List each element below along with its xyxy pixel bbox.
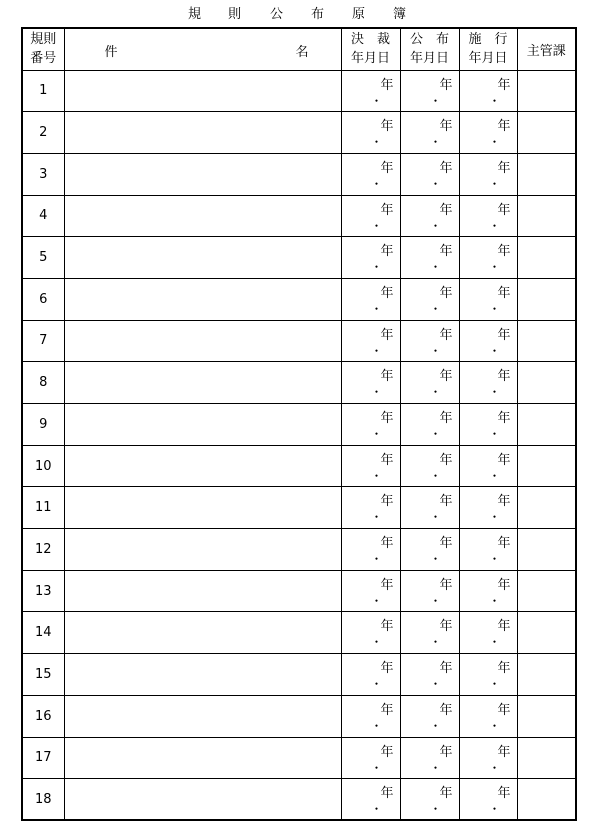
title-char-5: 原 [352,7,366,22]
date-separator-dot: ・ [370,176,383,191]
department-cell[interactable] [517,487,576,529]
year-mark: 年 [380,536,394,552]
enforcement-date-cell[interactable] [459,779,517,821]
year-mark: 年 [497,661,511,677]
table-row [22,570,576,612]
department-cell[interactable] [517,654,576,696]
date-separator-dot: ・ [488,260,501,275]
promulgation-date-cell[interactable] [400,654,459,696]
year-mark: 年 [439,285,453,301]
date-separator-dot: ・ [370,343,383,358]
decision-date-cell[interactable] [341,737,400,779]
year-mark: 年 [439,202,453,218]
header-subject-right: 名 [295,45,309,60]
title-char-4: 布 [311,7,325,22]
year-mark: 年 [497,119,511,135]
department-cell[interactable] [517,237,576,279]
department-cell[interactable] [517,737,576,779]
year-mark: 年 [497,411,511,426]
year-mark: 年 [497,786,511,802]
title-char-2: 則 [228,7,242,22]
header-department: 主管課 [517,28,576,70]
date-separator-dot: ・ [370,593,383,608]
date-separator-dot: ・ [429,176,442,191]
table-row [22,695,576,737]
promulgation-date-cell[interactable] [400,278,459,320]
year-mark: 年 [439,702,453,718]
date-separator-dot: ・ [429,635,442,650]
title-char-3: 公 [270,7,284,22]
date-separator-dot: ・ [370,510,383,525]
date-separator-dot: ・ [370,218,383,233]
department-cell[interactable] [517,404,576,446]
date-separator-dot: ・ [370,718,383,733]
decision-date-cell[interactable] [341,779,400,821]
date-separator-dot: ・ [488,552,501,567]
year-mark: 年 [497,202,511,218]
year-mark: 年 [380,619,394,635]
decision-date-cell[interactable] [341,487,400,529]
enforcement-date-cell[interactable] [459,195,517,237]
year-mark: 年 [439,160,453,176]
subject-cell[interactable] [64,612,341,654]
year-mark: 年 [380,702,394,718]
header-subject-left: 件 [104,45,118,60]
date-separator-dot: ・ [429,593,442,608]
year-mark: 年 [497,577,511,593]
promulgation-date-cell[interactable] [400,487,459,529]
year-mark: 年 [380,452,394,468]
promulgation-date-cell[interactable] [400,112,459,154]
subject-cell[interactable] [64,487,341,529]
date-separator-dot: ・ [370,468,383,483]
year-mark: 年 [380,244,394,260]
date-separator-dot: ・ [370,135,383,150]
rule-number-cell: 3 [22,153,64,195]
date-separator-dot: ・ [429,218,442,233]
table-row [22,445,576,487]
year-mark: 年 [380,786,394,802]
title-char-1: 規 [188,7,202,22]
date-separator-dot: ・ [370,93,383,108]
decision-date-cell[interactable] [341,654,400,696]
decision-date-cell[interactable] [341,404,400,446]
subject-cell[interactable] [64,737,341,779]
promulgation-date-cell[interactable] [400,153,459,195]
date-separator-dot: ・ [488,93,501,108]
promulgation-date-cell[interactable] [400,737,459,779]
date-separator-dot: ・ [488,176,501,191]
header-decision-date: 決 裁 年月日 [341,28,400,70]
rule-number-cell: 4 [22,195,64,237]
enforcement-date-cell[interactable] [459,529,517,571]
year-mark: 年 [439,661,453,677]
decision-date-cell[interactable] [341,237,400,279]
date-separator-dot: ・ [429,510,442,525]
header-enforcement-date: 施 行 年月日 [459,28,517,70]
promulgation-date-cell[interactable] [400,320,459,362]
year-mark: 年 [380,77,394,93]
decision-date-cell[interactable] [341,195,400,237]
enforcement-date-cell[interactable] [459,612,517,654]
date-separator-dot: ・ [370,802,383,817]
promulgation-date-cell[interactable] [400,362,459,404]
rule-number-cell: 10 [22,445,64,487]
enforcement-date-cell[interactable] [459,320,517,362]
decision-date-cell[interactable] [341,695,400,737]
table-row [22,195,576,237]
date-separator-dot: ・ [370,552,383,567]
date-separator-dot: ・ [488,718,501,733]
year-mark: 年 [439,244,453,260]
ledger-table [21,27,577,821]
date-separator-dot: ・ [429,301,442,316]
date-separator-dot: ・ [429,427,442,441]
year-mark: 年 [380,327,394,343]
subject-cell[interactable] [64,570,341,612]
year-mark: 年 [439,77,453,93]
year-mark: 年 [497,452,511,468]
rule-number-cell: 7 [22,320,64,362]
subject-cell[interactable] [64,404,341,446]
subject-cell[interactable] [64,112,341,154]
enforcement-date-cell[interactable] [459,695,517,737]
date-separator-dot: ・ [488,385,501,400]
date-separator-dot: ・ [429,260,442,275]
decision-date-cell[interactable] [341,70,400,112]
department-cell[interactable] [517,70,576,112]
year-mark: 年 [380,369,394,385]
rule-number-cell: 15 [22,654,64,696]
enforcement-date-cell[interactable] [459,362,517,404]
table-row [22,320,576,362]
department-cell[interactable] [517,320,576,362]
promulgation-date-cell[interactable] [400,779,459,821]
decision-date-cell[interactable] [341,529,400,571]
year-mark: 年 [439,744,453,760]
decision-date-cell[interactable] [341,570,400,612]
enforcement-date-cell[interactable] [459,70,517,112]
year-mark: 年 [497,494,511,510]
enforcement-date-cell[interactable] [459,404,517,446]
header-rule-number: 規則 番号 [22,28,64,70]
enforcement-date-cell[interactable] [459,112,517,154]
year-mark: 年 [380,160,394,176]
date-separator-dot: ・ [429,760,442,775]
subject-cell[interactable] [64,362,341,404]
department-cell[interactable] [517,195,576,237]
date-separator-dot: ・ [370,677,383,692]
rule-number-cell: 18 [22,779,64,821]
table-row [22,278,576,320]
year-mark: 年 [439,494,453,510]
department-cell[interactable] [517,570,576,612]
decision-date-cell[interactable] [341,612,400,654]
date-separator-dot: ・ [488,593,501,608]
header-row [22,28,576,70]
subject-cell[interactable] [64,654,341,696]
date-separator-dot: ・ [370,635,383,650]
date-separator-dot: ・ [488,802,501,817]
enforcement-date-cell[interactable] [459,654,517,696]
table-row [22,362,576,404]
date-separator-dot: ・ [488,301,501,316]
department-cell[interactable] [517,112,576,154]
subject-cell[interactable] [64,445,341,487]
date-separator-dot: ・ [429,135,442,150]
date-separator-dot: ・ [429,468,442,483]
year-mark: 年 [380,494,394,510]
decision-date-cell[interactable] [341,153,400,195]
enforcement-date-cell[interactable] [459,737,517,779]
date-separator-dot: ・ [488,510,501,525]
promulgation-date-cell[interactable] [400,695,459,737]
rule-number-cell: 17 [22,737,64,779]
enforcement-date-cell[interactable] [459,278,517,320]
enforcement-date-cell[interactable] [459,237,517,279]
year-mark: 年 [380,202,394,218]
decision-date-cell[interactable] [341,112,400,154]
table-row [22,487,576,529]
year-mark: 年 [439,619,453,635]
year-mark: 年 [497,702,511,718]
department-cell[interactable] [517,153,576,195]
year-mark: 年 [380,661,394,677]
table-row [22,404,576,446]
rule-number-cell: 11 [22,487,64,529]
date-separator-dot: ・ [429,677,442,692]
year-mark: 年 [497,369,511,385]
date-separator-dot: ・ [370,385,383,400]
table-row [22,779,576,821]
promulgation-date-cell[interactable] [400,195,459,237]
table-row [22,153,576,195]
date-separator-dot: ・ [370,260,383,275]
promulgation-date-cell[interactable] [400,529,459,571]
date-separator-dot: ・ [429,718,442,733]
date-separator-dot: ・ [429,385,442,400]
department-cell[interactable] [517,779,576,821]
year-mark: 年 [439,119,453,135]
year-mark: 年 [439,327,453,343]
subject-cell[interactable] [64,237,341,279]
year-mark: 年 [439,411,453,426]
department-cell[interactable] [517,612,576,654]
rule-number-cell: 9 [22,404,64,446]
page-title [0,3,596,21]
enforcement-date-cell[interactable] [459,153,517,195]
date-separator-dot: ・ [429,802,442,817]
table-row [22,70,576,112]
table-row [22,112,576,154]
department-cell[interactable] [517,278,576,320]
year-mark: 年 [380,577,394,593]
title-char-6: 簿 [393,7,407,22]
year-mark: 年 [439,786,453,802]
promulgation-date-cell[interactable] [400,612,459,654]
date-separator-dot: ・ [488,135,501,150]
table-row [22,237,576,279]
subject-cell[interactable] [64,695,341,737]
promulgation-date-cell[interactable] [400,445,459,487]
department-cell[interactable] [517,529,576,571]
year-mark: 年 [497,160,511,176]
subject-cell[interactable] [64,153,341,195]
subject-cell[interactable] [64,529,341,571]
enforcement-date-cell[interactable] [459,445,517,487]
date-separator-dot: ・ [429,93,442,108]
year-mark: 年 [497,77,511,93]
date-separator-dot: ・ [429,552,442,567]
table-row [22,654,576,696]
department-cell[interactable] [517,695,576,737]
date-separator-dot: ・ [488,677,501,692]
header-subject [64,28,341,70]
rule-number-cell: 8 [22,362,64,404]
year-mark: 年 [439,369,453,385]
decision-date-cell[interactable] [341,278,400,320]
rule-number-cell: 14 [22,612,64,654]
year-mark: 年 [439,452,453,468]
date-separator-dot: ・ [488,760,501,775]
date-separator-dot: ・ [488,218,501,233]
table-row [22,529,576,571]
year-mark: 年 [439,536,453,552]
rule-number-cell: 16 [22,695,64,737]
promulgation-date-cell[interactable] [400,570,459,612]
subject-cell[interactable] [64,320,341,362]
promulgation-date-cell[interactable] [400,70,459,112]
date-separator-dot: ・ [370,427,383,441]
year-mark: 年 [380,119,394,135]
rule-number-cell: 2 [22,112,64,154]
subject-cell[interactable] [64,278,341,320]
year-mark: 年 [497,619,511,635]
department-cell[interactable] [517,362,576,404]
rule-number-cell: 6 [22,278,64,320]
table-row [22,737,576,779]
date-separator-dot: ・ [370,301,383,316]
year-mark: 年 [497,327,511,343]
date-separator-dot: ・ [488,427,501,441]
year-mark: 年 [439,577,453,593]
rule-number-cell: 5 [22,237,64,279]
year-mark: 年 [380,411,394,426]
year-mark: 年 [380,744,394,760]
date-separator-dot: ・ [488,635,501,650]
subject-cell[interactable] [64,779,341,821]
table-row [22,612,576,654]
promulgation-date-cell[interactable] [400,404,459,446]
date-separator-dot: ・ [488,343,501,358]
year-mark: 年 [380,285,394,301]
rule-number-cell: 13 [22,570,64,612]
year-mark: 年 [497,244,511,260]
decision-date-cell[interactable] [341,445,400,487]
enforcement-date-cell[interactable] [459,570,517,612]
subject-cell[interactable] [64,195,341,237]
header-promulgation-date: 公 布 年月日 [400,28,459,70]
rule-number-cell: 1 [22,70,64,112]
department-cell[interactable] [517,445,576,487]
rule-number-cell: 12 [22,529,64,571]
year-mark: 年 [497,285,511,301]
date-separator-dot: ・ [429,343,442,358]
decision-date-cell[interactable] [341,320,400,362]
year-mark: 年 [497,536,511,552]
date-separator-dot: ・ [370,760,383,775]
enforcement-date-cell[interactable] [459,487,517,529]
year-mark: 年 [497,744,511,760]
decision-date-cell[interactable] [341,362,400,404]
promulgation-date-cell[interactable] [400,237,459,279]
subject-cell[interactable] [64,70,341,112]
date-separator-dot: ・ [488,468,501,483]
